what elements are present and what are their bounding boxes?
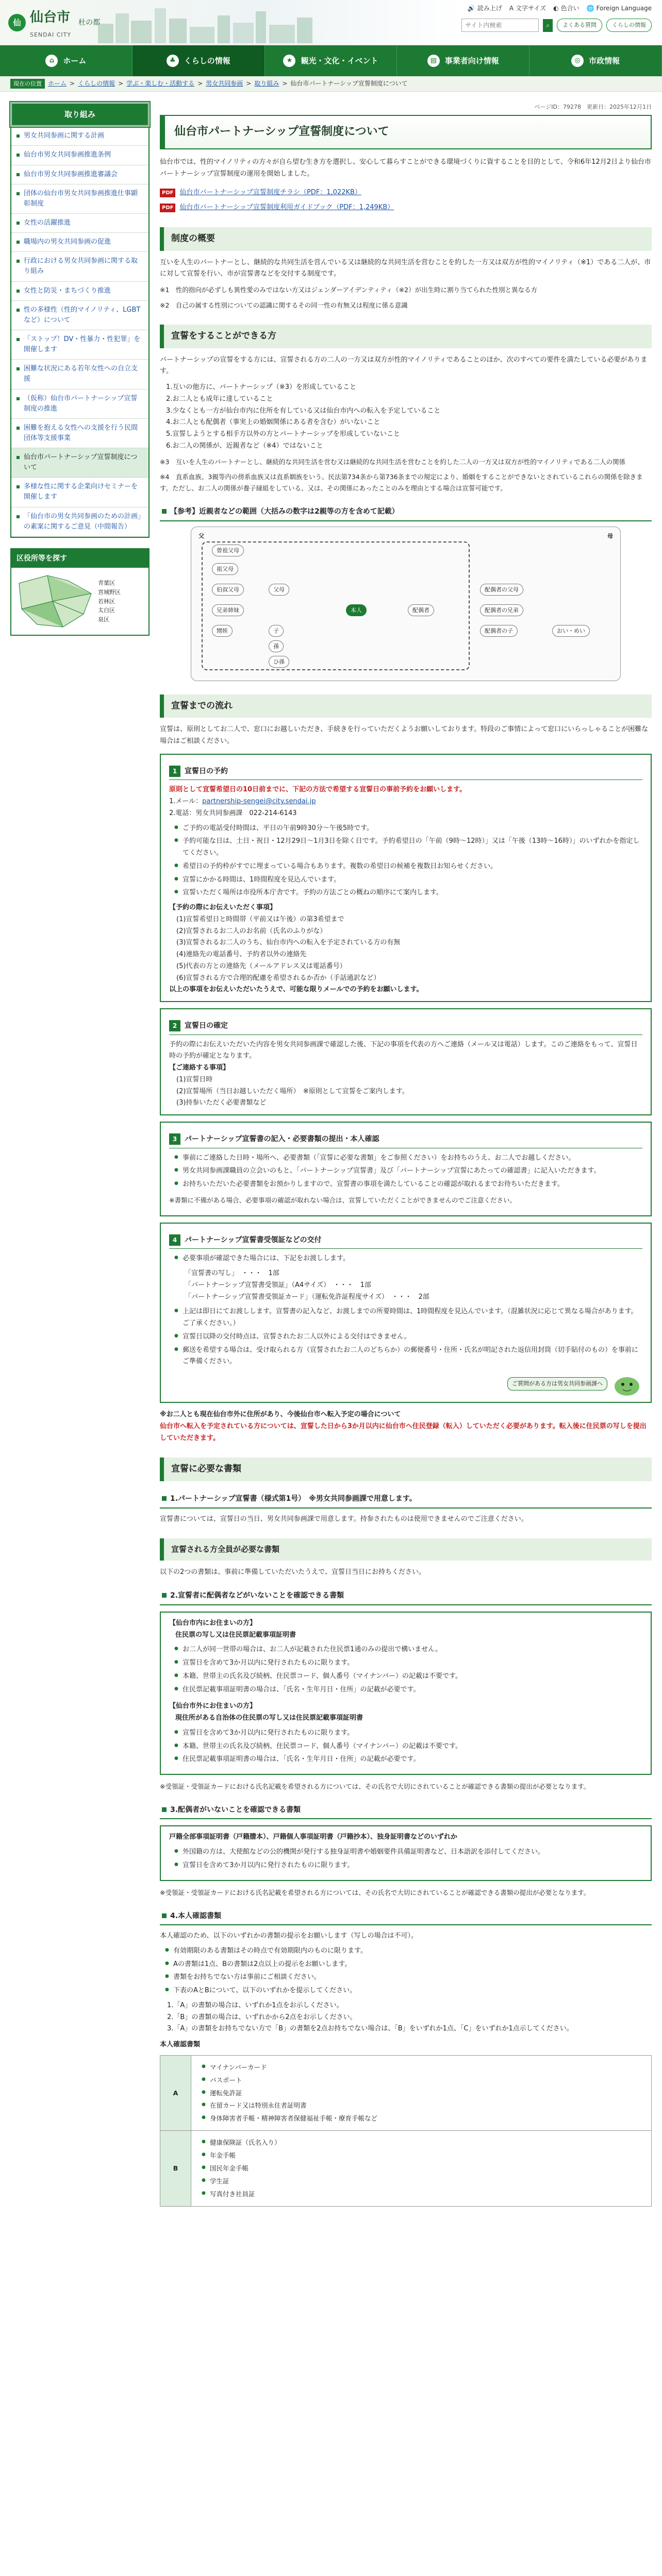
table-cell-item: ● 写真付き社員証 (202, 2189, 646, 2200)
table-cell-item: ● 学生証 (202, 2176, 646, 2187)
diagram-node: 子 (269, 625, 284, 637)
mascot-speech: ご質問がある方は男女共同参画課へ (507, 1377, 607, 1390)
living-pill[interactable]: くらしの情報 (606, 19, 652, 31)
table-cell-item: ● 年金手帳 (202, 2150, 646, 2161)
mascot-illustration (611, 1371, 642, 1397)
sidebar-item[interactable]: 困難を抱える女性への支援を行う民間団体等支援事業 (11, 419, 148, 448)
reserve-item: (5)代表の方との連絡先（メールアドレス又は電話番号） (176, 962, 346, 970)
ward-link[interactable]: 青葉区 (98, 580, 115, 587)
speaker-icon: 🔊 (467, 5, 475, 12)
diagram-node: おい・めい (552, 625, 590, 637)
step-4-docs (185, 1268, 642, 1303)
list-item: ● お二人が同一世帯の場合は、お二人が記載された住民票1通のみの提出で構いません。 (174, 1644, 642, 1656)
font-size-control[interactable]: A 文字サイズ (509, 3, 546, 14)
doc-4-body: 本人確認のため、以下のいずれかの書類の提示をお願いします（写しの場合は不可）。 (160, 1932, 418, 1940)
diagram-node: 兄弟姉妹 (212, 604, 244, 616)
diagram-node: 父母 (269, 584, 289, 596)
list-item: ● 宣誓いただく場所は市役所本庁舎です。予約の方法ごとの概ねの順序にて案内します。 (174, 887, 642, 899)
list-item: ● 上記は即日にてお渡しします。宣誓書の記入など、お渡しまでの所要時間は、1時間程度を見込んでいます。（混雑状況に応じて異なる場合があります。ご了承ください。） (174, 1306, 642, 1330)
reserve-item: (1)宣誓希望日と時間帯（平前又は午後）の第3希望まで (176, 915, 344, 923)
table-row: A ● マイナンバーカード ● パスポート ● 運転免許証 ● 在留カード又は特別永住者証明書 ● 身体障害者手帳・精神障害者保健福祉手帳・療育手帳など (160, 2055, 652, 2130)
step-number: 4 (169, 1234, 180, 1246)
pdf-icon: PDF (160, 204, 175, 213)
list-item: ● 事前にご連絡した日時・場所へ、必要書類（「宣誓に必要な書類」をご参照ください）をお持ちのうえ、お二人でお越しください。 (174, 1153, 642, 1164)
sidebar-item[interactable]: 仙台市男女共同参画推進条例 (11, 146, 148, 165)
list-item: ● 本籍、世帯主の氏名及び続柄、住民票コード、個人番号（マイナンバー）の記載は不要です。 (174, 1671, 642, 1683)
sidebar-item[interactable]: 困難な状況にある若年女性への自立支援 (11, 360, 148, 389)
step-1-box: 1 宣誓日の予約 原則として宣誓希望日の10日前までに、下記の方法で希望する宣誓日の事前予約をお願いします。 1.メール：partnership-sengei@city.sendai.jp 2.電話：男女共同参画課 022-214-6143 ● ご予約の電話受付時間は、平日の午前9時30分～午後5時です。 ● 予約可能な日は、土日・祝日・12月29日～1月3日を除く日です。予約希望日の「午前（9時～12時）」又は「午後（13時～16時）」のいずれかを指定してください。 ● 希望日の予約枠がすでに埋まっている場合もあります。複数の希望日の候補を複数日お知らせください。 ● 宣誓にかかる時間は、1時間程度を見込んでいます。 ● 宣誓いただく場所は市役所本庁舎です。予約の方法ごとの概ねの順序にて案内します。 【予約の際にお伝えいただく事項】 (1)宣誓希望日と時間帯（平前又は午後）の第3希望まで (2)宣誓されるお二人のお名前（氏名のふりがな） (3)宣誓されるお二人のうち、仙台市内への転入を予定されている方の有無 (4)連絡先の電話番号、予約者以外の連絡先 (5)代表の方との連絡先（メールアドレス又は電話番号） (6)宣誓される方で合理的配慮を希望されるか否か（手話通訳など） 以上の事項をお伝えいただいたうえで、可能な限りメールでの予約をお願いします。 (160, 754, 652, 1002)
step-4-more (174, 1306, 642, 1368)
sidebar-item[interactable]: 仙台市パートナーシップ宣誓制度について (11, 448, 148, 478)
list-item: ● 宣誓にかかる時間は、1時間程度を見込んでいます。 (174, 874, 642, 886)
list-item: ● 希望日の予約枠がすでに埋まっている場合もあります。複数の希望日の候補を複数日お知らせください。 (174, 861, 642, 873)
sidebar-list (10, 127, 150, 538)
city-name: 仙台市 (30, 10, 71, 25)
list-item: ● 住民票記載事項証明書の場合は、「氏名・生年月日・住所」の記載が必要です。 (174, 1684, 642, 1696)
sidebar-item[interactable]: 女性の活躍推進 (11, 214, 148, 233)
search-icon[interactable]: ⌕ (543, 19, 553, 32)
nav-living[interactable]: ♣ くらしの情報 (133, 45, 265, 76)
sidebar-item[interactable]: 多様な性に関する企業向けセミナーを開催します (11, 478, 148, 507)
step-2-body: 予約の際にお伝えいただいた内容を男女共同参画課で確認した後、下記の事項を代表の方へご連絡（メール又は電話）します。このご連絡をもって、宣誓日時の予約が確定となります。 (169, 1040, 638, 1060)
requirement-item: 1.互いの他方に、パートナーシップ（※3）を形成していること (166, 383, 357, 391)
pdf-link-flyer[interactable]: PDF 仙台市パートナーシップ宣誓制度チラシ（PDF：1,022KB） (160, 187, 652, 199)
breadcrumb-initiatives[interactable]: 取り組み (254, 80, 279, 87)
diagram-node: 曾祖父母 (212, 545, 244, 556)
list-item: ● 郵送を希望する場合は、受け取られる方（宣誓されたお二人のどちらか）の郵便番号・住所・氏名が明記された返信用封筒（切手貼付のもの）を事前にご準備ください。 (174, 1345, 642, 1368)
table-cell-item: ● 運転免許証 (202, 2088, 646, 2099)
overview-note-2: ※2 自己の属する性別についての認識に関するその同一性の有無又は程度に係る意識 (160, 301, 408, 309)
step-1-title: 宣誓日の予約 (185, 767, 228, 775)
diagram-heading: 【参考】近親者などの範囲（大括みの数字は2親等の方を含めて記載） (160, 503, 652, 521)
step-1-notes (174, 823, 642, 900)
table-row: B ● 健康保険証（氏名入り） ● 年金手帳 ● 国民年金手帳 ● 学生証 ● 写真付き社員証 (160, 2131, 652, 2206)
breadcrumb-current-label: 現在の位置 (10, 79, 45, 89)
reserve-items-heading: 【予約の際にお伝えいただく事項】 (169, 904, 277, 912)
sidebar-item[interactable]: 仙台市男女共同参画推進審議会 (11, 165, 148, 184)
requirement-item: 4.お二人とも配偶者（事実上の婚姻関係にある者を含む）がいないこと (166, 418, 380, 427)
header-tools (468, 3, 652, 14)
diagram-node: 孫 (269, 640, 284, 652)
palette-icon: ◐ (553, 5, 559, 12)
notify-item: (1)宣誓日時 (176, 1075, 213, 1083)
doc-3-note: ※受領証・受領証カードにおける氏名記載を希望される方については、その氏名で大切にされていることが確認できる書類の提出が必要となります。 (160, 1888, 590, 1896)
table-cell-item: ● 身体障害者手帳・精神障害者保健福祉手帳・療育手帳など (202, 2113, 646, 2124)
eligibility-body: パートナーシップの宣誓をする方には、宣誓される方の二人の一方又は双方が性的マイノリティであることのほか、次のすべての要件を満たしている必要があります。 (160, 355, 648, 376)
page-title: 仙台市パートナーシップ宣誓制度について (160, 115, 652, 149)
table-cell-item: ● 健康保険証（氏名入り） (202, 2137, 646, 2148)
doc-1-heading: 1.パートナーシップ宣誓書（様式第1号） ※男女共同参画課で用意します。 (160, 1490, 652, 1509)
diagram-node: 配偶者の兄弟 (480, 604, 523, 616)
transfer-note-body: 仙台市へ転入を予定されている方については、宣誓した日から3か月以内に仙台市へ住民登録（転入）していただく必要があります。転入後に住民票の写しを提出していただきます。 (160, 1422, 647, 1442)
issued-doc: 「宣誓書の写し」 ・・・ 1部 (185, 1269, 279, 1277)
ward-link[interactable]: 泉区 (98, 616, 109, 623)
nav-city-gov[interactable]: ◎ 市政情報 (529, 45, 662, 76)
doc-2-note: ※受領証・受領証カードにおける氏名記載を希望される方については、その氏名で大切にされていることが確認できる書類の提出が必要となります。 (160, 1783, 590, 1790)
requirement-item: 5.宣誓しようとする相手方以外の方とパートナーシップを形成していないこと (166, 430, 400, 438)
city-name-en: SENDAI CITY (30, 31, 72, 38)
updated-date: 更新日：2025年12月1日 (587, 104, 652, 110)
section-flow-heading: 宣誓までの流れ (160, 694, 652, 718)
requirement-item: 6.お二人の関係が、近親者など（※4）ではないこと (166, 442, 323, 450)
ward-map-image[interactable] (16, 573, 94, 630)
star-icon: ★ (283, 55, 295, 67)
eligibility-requirements (166, 382, 652, 452)
doc-1-body: 宣誓書については、宣誓日の当日、男女共同参画課で用意します。持参されたものは使用できませんのでご注意ください。 (160, 1515, 528, 1523)
nav-home[interactable]: ⌂ ホーム (0, 45, 133, 76)
reserve-item: (2)宣誓されるお二人のお名前（氏名のふりがな） (176, 927, 327, 935)
step-number: 1 (169, 766, 180, 777)
site-search-input[interactable] (461, 19, 539, 32)
overview-body: 互いを人生のパートナーとし、継続的な共同生活を営んでいる又は継続的な共同生活を営むことを約した一方又は双方が性的マイノリティ（※1）である二人が、市に対して宣誓を行い、市が宣誓書などを交付する制度です。 (160, 258, 651, 278)
pdf-link-guidebook[interactable]: PDF 仙台市パートナーシップ宣誓制度利用ガイドブック（PDF：1,249KB） (160, 202, 652, 214)
sidebar-item[interactable]: 男女共同参画に関する計画 (11, 127, 148, 146)
list-item: ● 宣誓日を含めて3か月以内に発行されたものに限ります。 (174, 1860, 642, 1872)
sidebar-item[interactable]: （仮称）仙台市パートナーシップ宣誓制度の推進 (11, 389, 148, 419)
step-4-box (160, 1223, 652, 1403)
email-link[interactable]: partnership-sengei@city.sendai.jp (202, 798, 316, 806)
flow-body: 宣誓は、原則としてお二人で、窓口にお越しいただき、手続きを行っていただくようお願いしております。特段のご事情によって窓口にいらっしゃることが困難な場合はご相談ください。 (160, 725, 649, 745)
id-rule: 3.「A」の書類をお持ちでない方で「B」の書類を2点お持ちでない場合は、「B」をいずれか1点、「C」をいずれか1点示してください。 (167, 2025, 573, 2033)
list-item: ● 宣誓日以降の交付時点は、宣誓されたお二人以外による交付はできません。 (174, 1331, 642, 1343)
list-item: ● 本籍、世帯主の氏名及び続柄、住民票コード、個人番号（マイナンバー）の記載は不要です。 (174, 1741, 642, 1753)
eligibility-note-4: ※4 直系血族、3親等内の傍系血族又は直系姻族をいう。民法第734条から第736条までの規定により、婚姻をすることができないとされているこれらの関係を除きます。ただし、お二人の関係が養子縁組をしている、又は、その関係にあったことのみを理由とする場合は宣誓可能です。 (160, 473, 643, 493)
table-cell-item: ● 国民年金手帳 (202, 2163, 646, 2174)
breadcrumb-home[interactable]: ホーム (48, 80, 67, 87)
reserve-tail: 以上の事項をお伝えいただいたうえで、可能な限りメールでの予約をお願いします。 (169, 986, 423, 994)
skyline-illustration (98, 3, 315, 43)
notify-item: (3)持参いただく必要書類など (176, 1099, 267, 1107)
diagram-node: 配偶者 (408, 604, 434, 616)
diagram-node: 配偶者の父母 (480, 584, 523, 596)
all-docs-heading: 宣誓される方全員が必要な書類 (160, 1538, 652, 1560)
sidebar-item[interactable]: 団体の仙台市男女共同参画推進仕事顕彰制度 (11, 184, 148, 214)
id-rule: 1.「A」の書類の場合は、いずれか1点をお示しください。 (167, 2001, 343, 2009)
diagram-left-label: 父 (198, 532, 204, 539)
breadcrumb-learn[interactable]: 学ぶ・楽しむ・活動する (126, 80, 195, 87)
global-nav (0, 45, 662, 76)
step-number: 2 (169, 1020, 180, 1031)
list-item: ● 予約可能な日は、土日・祝日・12月29日～1月3日を除く日です。予約希望日の「午前（9時～12時）」又は「午後（13時～16時）」のいずれかを指定してください。 (174, 836, 642, 859)
step-2-label: 【ご連絡する事項】 (169, 1064, 230, 1072)
main-content (160, 102, 652, 2211)
list-item: ● ご予約の電話受付時間は、平日の午前9時30分～午後5時です。 (174, 823, 642, 835)
step-1-lead: 原則として宣誓希望日の10日前までに、下記の方法で希望する宣誓日の事前予約をお願いします。 (169, 786, 467, 794)
tagline: 杜の都 (78, 19, 101, 27)
phone-line: 2.電話：男女共同参画課 022-214-6143 (169, 809, 297, 817)
step-2-items (176, 1074, 642, 1109)
sidebar-item[interactable]: 行政における男女共同参画に関する取り組み (11, 252, 148, 281)
id-table-title: 本人確認書類 (160, 2041, 201, 2048)
nav-tourism[interactable]: ★ 観光・文化・イベント (265, 45, 398, 76)
sidebar-item[interactable]: 女性と防災・まちづくり推進 (11, 282, 148, 301)
sidebar-item[interactable]: 職場内の男女共同参画の促進 (11, 233, 148, 252)
step-2-box (160, 1008, 652, 1115)
globe-icon: 🌐 (586, 5, 594, 12)
ward-map-box (10, 548, 150, 636)
reserve-items-list (176, 914, 642, 985)
list-item: ● 外国籍の方は、大使館などの公的機関が発行する独身証明書や婚姻要件具備証明書など、日本語訳を添付してください。 (174, 1846, 642, 1858)
read-aloud-link[interactable]: 🔊 読み上げ (468, 3, 502, 14)
transfer-note-heading: ※お二人とも現在仙台市外に住所があり、今後仙台市へ転入予定の場合について (160, 1411, 401, 1418)
breadcrumb-gender-equality[interactable]: 男女共同参画 (206, 80, 243, 87)
relatives-diagram (191, 527, 621, 681)
breadcrumb-page: 仙台市パートナーシップ宣誓制度について (290, 80, 408, 87)
building-icon: ▤ (427, 55, 440, 67)
content-wrap (0, 92, 662, 2211)
doc-2-heading: 2.宣誓者に配偶者などがいないことを確認できる書類 (160, 1587, 652, 1605)
section-documents-heading: 宣誓に必要な書類 (160, 1458, 652, 1481)
nav-business[interactable]: ▤ 事業者向け情報 (397, 45, 529, 76)
step-3-box (160, 1122, 652, 1216)
pdf-icon: PDF (160, 189, 175, 198)
section-overview-heading: 制度の概要 (160, 227, 652, 251)
reserve-item: (6)宣誓される方で合理的配慮を希望されるか否か（手話通訳など） (176, 974, 380, 982)
table-cell-item: ● マイナンバーカード (202, 2062, 646, 2073)
list-item: ● 有効期限のある書類はその時点で有効期限内のものに限ります。 (165, 1945, 652, 1957)
diagram-node: ひ孫 (269, 656, 289, 668)
step-3-title: パートナーシップ宣誓書の記入・必要書類の提出・本人確認 (185, 1135, 379, 1144)
requirement-item: 2.お二人とも成年に達していること (166, 395, 273, 403)
site-header (0, 0, 662, 45)
overview-note-1: ※1 性的指向が必ずしも異性愛のみではない方又はジェンダーアイデンティティ（※2）が出生時に割り当てられた性別と異なる方 (160, 286, 538, 294)
breadcrumb-living[interactable]: くらしの情報 (78, 80, 115, 87)
header-search-area (461, 19, 652, 32)
sidebar (10, 102, 150, 2211)
list-item: ● 書類をお持ちでない方は事前にご相談ください。 (165, 1972, 652, 1984)
ward-map-title: 区役所等を探す (11, 549, 148, 568)
ward-link[interactable]: 若林区 (98, 598, 115, 605)
list-item: ● 下表のAとBについて、以下のいずれかを提示してください。 (165, 1985, 652, 1997)
diagram-node: 配偶者の子 (480, 625, 518, 637)
diagram-right-label: 母 (607, 532, 613, 539)
single-proof-box: 戸籍全部事項証明書（戸籍謄本）、戸籍個人事項証明書（戸籍抄本）、独身証明書などのいずれか ● 外国籍の方は、大使館などの公的機関が発行する独身証明書や婚姻要件具備証明書など、日本語訳を添付してください。 ● 宣誓日を含めて3か月以内に発行されたものに限ります。 (160, 1825, 652, 1880)
ward-link[interactable]: 宮城野区 (98, 589, 121, 596)
sidebar-item[interactable]: 「ストップ！DV・性暴力・性犯罪」を開催します (11, 330, 148, 360)
text-size-icon: A (509, 5, 514, 12)
all-docs-body: 以下の2つの書類は、事前に準備していただいたうえで、宣誓日当日にお持ちください。 (160, 1568, 426, 1576)
id-rule: 2.「B」の書類の場合は、いずれかから2点をお示しください。 (167, 2013, 357, 2021)
step-number: 3 (169, 1133, 180, 1145)
foreign-language-link[interactable]: 🌐 Foreign Language (587, 3, 652, 14)
eligibility-note-3: ※3 互いを人生のパートナーとし、継続的な共同生活を営む又は継続的な共同生活を営むことを約した二人の一方又は双方が性的マイノリティである二人の関係 (160, 457, 626, 466)
section-eligibility-heading: 宣誓をすることができる方 (160, 325, 652, 348)
list-item: ● 男女共同参画課職員の立会いのもと、「パートナーシップ宣誓書」及び「パートナーシップ宣誓にあたっての確認書」に記入いただきます。 (174, 1165, 642, 1177)
step-4-title: パートナーシップ宣誓書受領証などの交付 (185, 1235, 322, 1244)
sidebar-title: 取り組み (10, 102, 150, 127)
ward-list (98, 579, 121, 624)
intro-text: 仙台市では、性的マイノリティの方々が自ら望む生き方を選択し、安心して暮らすことができる環境づくりに資することを目的として、令和6年12月2日より仙台市パートナーシップ宣誓制度の運用を開始しました。 (160, 158, 651, 178)
list-item: ● 宣誓日を含めて3か月以内に発行されたものに限ります。 (174, 1657, 642, 1669)
table-cell-item: ● 在留カード又は特別永住者証明書 (202, 2100, 646, 2111)
clover-icon: ♣ (167, 55, 179, 67)
city-logo[interactable] (8, 6, 100, 40)
issued-doc: 「パートナーシップ宣誓書受領証」（A4サイズ） ・・・ 1部 (185, 1281, 371, 1289)
id-documents-table (160, 2055, 652, 2207)
reserve-item: (3)宣誓されるお二人のうち、仙台市内への転入を予定されている方の有無 (176, 939, 401, 947)
diagram-node: 祖父母 (212, 563, 238, 575)
list-item: ● Aの書類は1点、Bの書類は2点以上の提示をお願いします。 (165, 1959, 652, 1971)
issued-doc: 「パートナーシップ宣誓書受領証カード」（運転免許証程度サイズ） ・・・ 2部 (185, 1293, 429, 1301)
list-item: ● 宣誓日を含めて3か月以内に発行されたものに限ります。 (174, 1727, 642, 1739)
sidebar-item[interactable]: 「仙台市の男女共同参画のための計画」の素案に関するご意見（中間報告） (11, 507, 148, 537)
doc-4-heading: 4.本人確認書類 (160, 1908, 652, 1926)
table-cell-item: ● パスポート (202, 2075, 646, 2086)
list-item: ● 住民票記載事項証明書の場合は、「氏名・生年月日・住所」の記載が必要です。 (174, 1754, 642, 1766)
color-control[interactable]: ◐ 色合い (553, 3, 580, 14)
doc-3-heading: 3.配偶者がいないことを確認できる書類 (160, 1802, 652, 1820)
requirement-item: 3.少なくとも一方が仙台市内に住所を有している又は仙台市内への転入を予定していること (166, 406, 441, 415)
city-hall-icon: ◎ (571, 55, 584, 67)
diagram-node: 甥姪 (212, 625, 233, 637)
reserve-item: (4)連絡先の電話番号、予約者以外の連絡先 (176, 951, 307, 959)
diagram-node: 本人 (346, 604, 367, 616)
list-item: ● お持ちいただいた必要書類をお預かりしますので、宣誓書の事項を満たしていることの確認が取れるまでお待ちいただきます。 (174, 1179, 642, 1191)
step-2-title: 宣誓日の確定 (185, 1022, 228, 1030)
step-3-items (174, 1153, 642, 1191)
page-id: ページID：79278 (534, 104, 581, 110)
breadcrumb: 現在の位置 ホーム > くらしの情報 > 学ぶ・楽しむ・活動する > 男女共同参画 > 取り組み > 仙台市パートナーシップ宣誓制度について (0, 76, 662, 92)
ward-link[interactable]: 太白区 (98, 607, 115, 614)
resident-sendai-box: 【仙台市内にお住まいの方】 住民票の写し又は住民票記載事項証明書 ● お二人が同一世帯の場合は、お二人が記載された住民票1通のみの提出で構いません。 ● 宣誓日を含めて3か月以内に発行されたものに限ります。 ● 本籍、世帯主の氏名及び続柄、住民票コード、個人番号（マイナンバー）の記載は不要です。 ● 住民票記載事項証明書の場合は、「氏名・生年月日・住所」の記載が必要です。 【仙台市外にお住まいの方】 現住所がある自治体の住民票の写し又は住民票記載事項証明書 ● 宣誓日を含めて3か月以内に発行されたものに限ります。 ● 本籍、世帯主の氏名及び続柄、住民票コード、個人番号（マイナンバー）の記載は不要です。 ● 住民票記載事項証明書の場合は、「氏名・生年月日・住所」の記載が必要です。 (160, 1612, 652, 1775)
city-emblem-icon: 仙 (8, 14, 26, 31)
step-3-note: ※書類に不備がある場合、必要事項の確認が取れない場合は、宣誓していただくことができませんのでご注意ください。 (169, 1196, 516, 1204)
list-item: ● 必要事項が確認できた場合には、下記をお渡しします。 (174, 1253, 642, 1265)
notify-item: (2)宣誓場所（当日お越しいただく場所） ※原則として宣誓をご案内します。 (176, 1087, 409, 1095)
diagram-node: 伯叔父母 (212, 584, 244, 596)
step-4-items (174, 1253, 642, 1265)
sidebar-item[interactable]: 性の多様性（性的マイノリティ、LGBTなど）について (11, 301, 148, 330)
faq-pill[interactable]: よくある質問 (557, 19, 602, 31)
home-icon: ⌂ (45, 55, 58, 67)
